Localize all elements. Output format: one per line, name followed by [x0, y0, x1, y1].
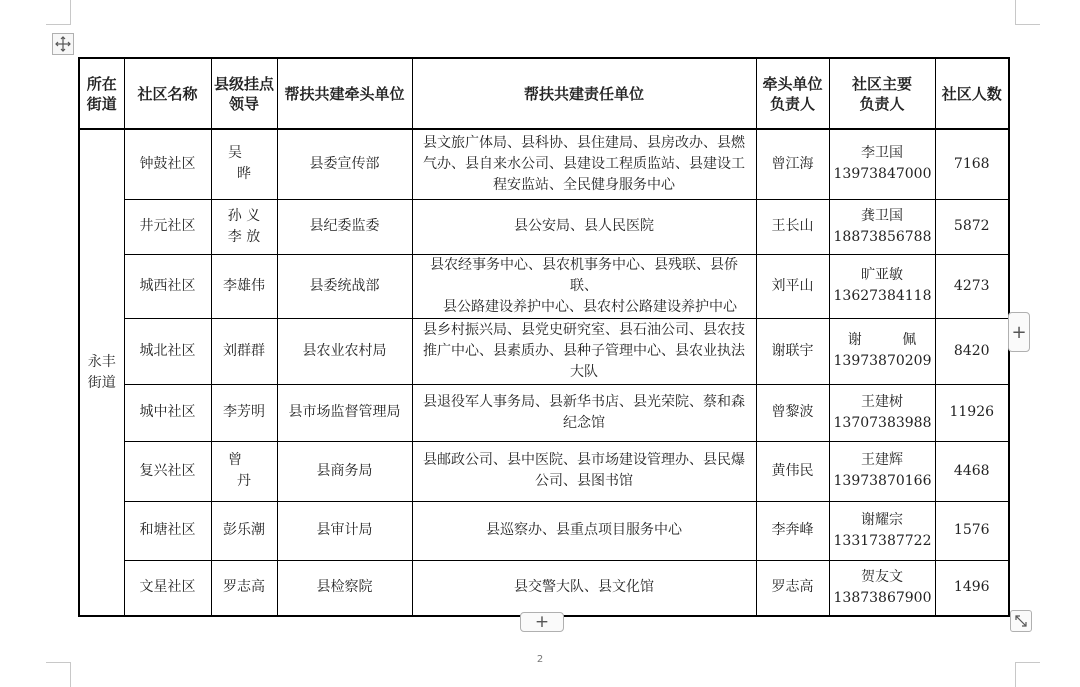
- table-move-handle[interactable]: [52, 33, 74, 55]
- leader-name: 曾 丹: [211, 441, 277, 501]
- page-number: 2: [536, 654, 544, 665]
- lead-unit: 县市场监督管理局: [277, 384, 412, 441]
- header-row: [79, 58, 1009, 129]
- population: 8420: [935, 318, 1009, 384]
- leader-name: 罗志高: [211, 560, 277, 616]
- population: 11926: [935, 384, 1009, 441]
- add-row-button[interactable]: [520, 612, 564, 632]
- table-row: [79, 384, 1009, 441]
- community-name: 城西社区: [124, 254, 211, 318]
- community-head: 龚卫国 18873856788: [829, 199, 935, 254]
- header-community-head: 社区主要 负责人: [829, 58, 935, 129]
- resp-units: 县邮政公司、县中医院、县市场建设管理办、县民爆公司、县图书馆: [412, 441, 756, 501]
- header-population: 社区人数: [935, 58, 1009, 129]
- table-row: [79, 501, 1009, 560]
- community-head: 谢耀宗 13317387722: [829, 501, 935, 560]
- lead-person: 黄伟民: [756, 441, 829, 501]
- community-head: 谢 佩 13973870209: [829, 318, 935, 384]
- header-lead-unit: 帮扶共建牵头单位: [277, 58, 412, 129]
- lead-person: 曾黎波: [756, 384, 829, 441]
- population: 7168: [935, 129, 1009, 199]
- header-leader: 县级挂点 领导: [211, 58, 277, 129]
- lead-unit: 县纪委监委: [277, 199, 412, 254]
- header-lead-person: 牵头单位 负责人: [756, 58, 829, 129]
- lead-unit: 县农业农村局: [277, 318, 412, 384]
- plus-icon: +: [534, 612, 550, 632]
- table-resize-handle[interactable]: [1010, 610, 1032, 632]
- header-resp-units: 帮扶共建责任单位: [412, 58, 756, 129]
- leader-name: 彭乐潮: [211, 501, 277, 560]
- population: 5872: [935, 199, 1009, 254]
- table-row: [79, 318, 1009, 384]
- add-column-button[interactable]: [1008, 312, 1030, 352]
- community-head: 王建辉 13973870166: [829, 441, 935, 501]
- community-name: 城北社区: [124, 318, 211, 384]
- community-name: 文星社区: [124, 560, 211, 616]
- leader-name: 吴 晔: [211, 129, 277, 199]
- population: 4468: [935, 441, 1009, 501]
- move-arrows-icon: [55, 36, 71, 52]
- community-name: 城中社区: [124, 384, 211, 441]
- lead-unit: 县审计局: [277, 501, 412, 560]
- table-row: [79, 129, 1009, 199]
- lead-unit: 县委宣传部: [277, 129, 412, 199]
- resp-units: 县公安局、县人民医院: [412, 199, 756, 254]
- leader-name: 孙 义 李 放: [211, 199, 277, 254]
- header-street: 所在 街道: [79, 58, 124, 129]
- plus-icon: +: [1011, 321, 1027, 343]
- resp-units: 县退役军人事务局、县新华书店、县光荣院、蔡和森纪念馆: [412, 384, 756, 441]
- crop-mark-top-left: [46, 0, 71, 25]
- crop-mark-top-right: [1015, 0, 1040, 25]
- population: 1576: [935, 501, 1009, 560]
- leader-name: 李芳明: [211, 384, 277, 441]
- community-name: 复兴社区: [124, 441, 211, 501]
- resp-units: 县巡察办、县重点项目服务中心: [412, 501, 756, 560]
- community-head: 李卫国 13973847000: [829, 129, 935, 199]
- street-cell: 永丰 街道: [79, 129, 124, 616]
- lead-person: 刘平山: [756, 254, 829, 318]
- crop-mark-bottom-right: [1015, 662, 1040, 687]
- crop-mark-bottom-left: [46, 662, 71, 687]
- lead-person: 谢联宇: [756, 318, 829, 384]
- lead-unit: 县检察院: [277, 560, 412, 616]
- leader-name: 李雄伟: [211, 254, 277, 318]
- table-row: [79, 199, 1009, 254]
- table-row: [79, 441, 1009, 501]
- lead-person: 李奔峰: [756, 501, 829, 560]
- community-head: 贺友文 13873867900: [829, 560, 935, 616]
- community-name: 和塘社区: [124, 501, 211, 560]
- resp-units: 县乡村振兴局、县党史研究室、县石油公司、县农技推广中心、县素质办、县种子管理中心、县农业执法大队: [412, 318, 756, 384]
- lead-person: 王长山: [756, 199, 829, 254]
- community-head: 旷亚敏 13627384118: [829, 254, 935, 318]
- population: 4273: [935, 254, 1009, 318]
- resp-units: 县文旅广体局、县科协、县住建局、县房改办、县燃气办、县自来水公司、县建设工程质监站、县建设工程安监站、全民健身服务中心: [412, 129, 756, 199]
- resp-units: 县农经事务中心、县农机事务中心、县残联、县侨联、 县公路建设养护中心、县农村公路建设养护中心: [412, 254, 756, 318]
- header-community: 社区名称: [124, 58, 211, 129]
- community-head: 王建树 13707383988: [829, 384, 935, 441]
- community-name: 钟鼓社区: [124, 129, 211, 199]
- population: 1496: [935, 560, 1009, 616]
- resize-diagonal-icon: [1014, 614, 1028, 628]
- table-row: [79, 560, 1009, 616]
- community-assistance-table: [78, 57, 1010, 617]
- leader-name: 刘群群: [211, 318, 277, 384]
- lead-person: 罗志高: [756, 560, 829, 616]
- lead-unit: 县商务局: [277, 441, 412, 501]
- resp-units: 县交警大队、县文化馆: [412, 560, 756, 616]
- lead-unit: 县委统战部: [277, 254, 412, 318]
- lead-person: 曾江海: [756, 129, 829, 199]
- table-row: [79, 254, 1009, 318]
- community-name: 井元社区: [124, 199, 211, 254]
